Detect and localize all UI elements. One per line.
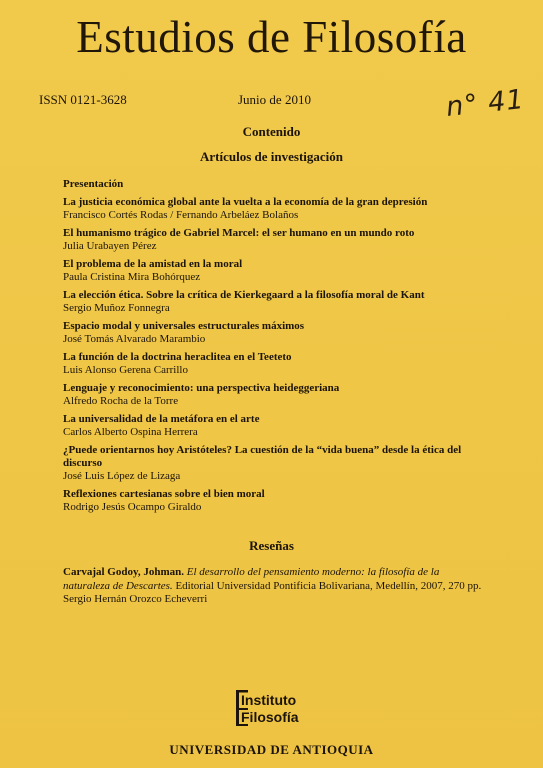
article-author: Carlos Alberto Ospina Herrera [63,426,198,438]
article-title: La universalidad de la metáfora en el arte [63,413,260,425]
article-author: Sergio Muñoz Fonnegra [63,302,170,314]
articles-heading: Artículos de investigación [200,149,343,164]
reviewer-name: Sergio Hernán Orozco Echeverri [63,593,208,605]
article-entry [63,320,483,346]
review-entry [63,566,483,607]
article-entry [63,413,483,439]
logo-line-2: Filosofía [241,709,299,725]
contents-heading: Contenido [242,124,301,139]
logo-line-1: Instituto [241,692,297,708]
reviews-heading: Reseñas [249,538,294,553]
article-author: Luis Alonso Gerena Carrillo [63,364,188,376]
article-entry [63,444,483,483]
article-author: Rodrigo Jesús Ocampo Giraldo [63,501,202,513]
issn-number: ISSN 0121-3628 [39,92,127,107]
instituto-filosofia-logo [234,686,314,728]
article-author: Paula Cristina Mira Bohórquez [63,271,201,283]
article-author: José Tomás Alvarado Marambio [63,333,206,345]
issue-date: Junio de 2010 [238,92,311,107]
article-entry [63,382,483,408]
article-entry [63,488,483,514]
article-entry [63,351,483,377]
article-title: Reflexiones cartesianas sobre el bien moral [63,488,265,500]
presentation-heading: Presentación [63,178,124,190]
article-title: Lenguaje y reconocimiento: una perspectiva heideggeriana [63,382,340,394]
review-publisher: Editorial Universidad Pontificia Bolivariana, Medellín, 2007, 270 pp. [175,579,482,592]
article-author: Francisco Cortés Rodas / Fernando Arbeláez Bolaños [63,209,299,221]
article-entry [63,196,483,222]
article-title: El problema de la amistad en la moral [63,258,243,270]
article-title: El humanismo trágico de Gabriel Marcel: el ser humano en un mundo roto [63,227,415,239]
journal-title: Estudios de Filosofía [76,12,467,62]
university-name: UNIVERSIDAD DE ANTIOQUIA [169,742,374,757]
article-title: La justicia económica global ante la vuelta a la economía de la gran depresión [63,196,428,208]
article-title: ¿Puede orientarnos hoy Aristóteles? La cuestión de la “vida buena” desde la ética del discurso [63,444,462,469]
handwritten-issue-number: n° 41 [444,83,526,124]
table-of-contents [63,178,483,519]
article-title: La elección ética. Sobre la crítica de Kierkegaard a la filosofía moral de Kant [63,289,425,301]
article-author: José Luis López de Lizaga [63,470,181,482]
article-entry [63,258,483,284]
article-author: Alfredo Rocha de la Torre [63,395,179,407]
review-book-title: El desarrollo del pensamiento moderno: la filosofía de la naturaleza de Descartes. [63,566,440,592]
article-title: La función de la doctrina heraclitea en el Teeteto [63,351,292,363]
article-title: Espacio modal y universales estructurales máximos [63,320,305,332]
article-entry [63,227,483,253]
article-author: Julia Urabayen Pérez [63,240,157,252]
article-entry [63,289,483,315]
review-book-author: Carvajal Godoy, Johman. [63,566,185,578]
